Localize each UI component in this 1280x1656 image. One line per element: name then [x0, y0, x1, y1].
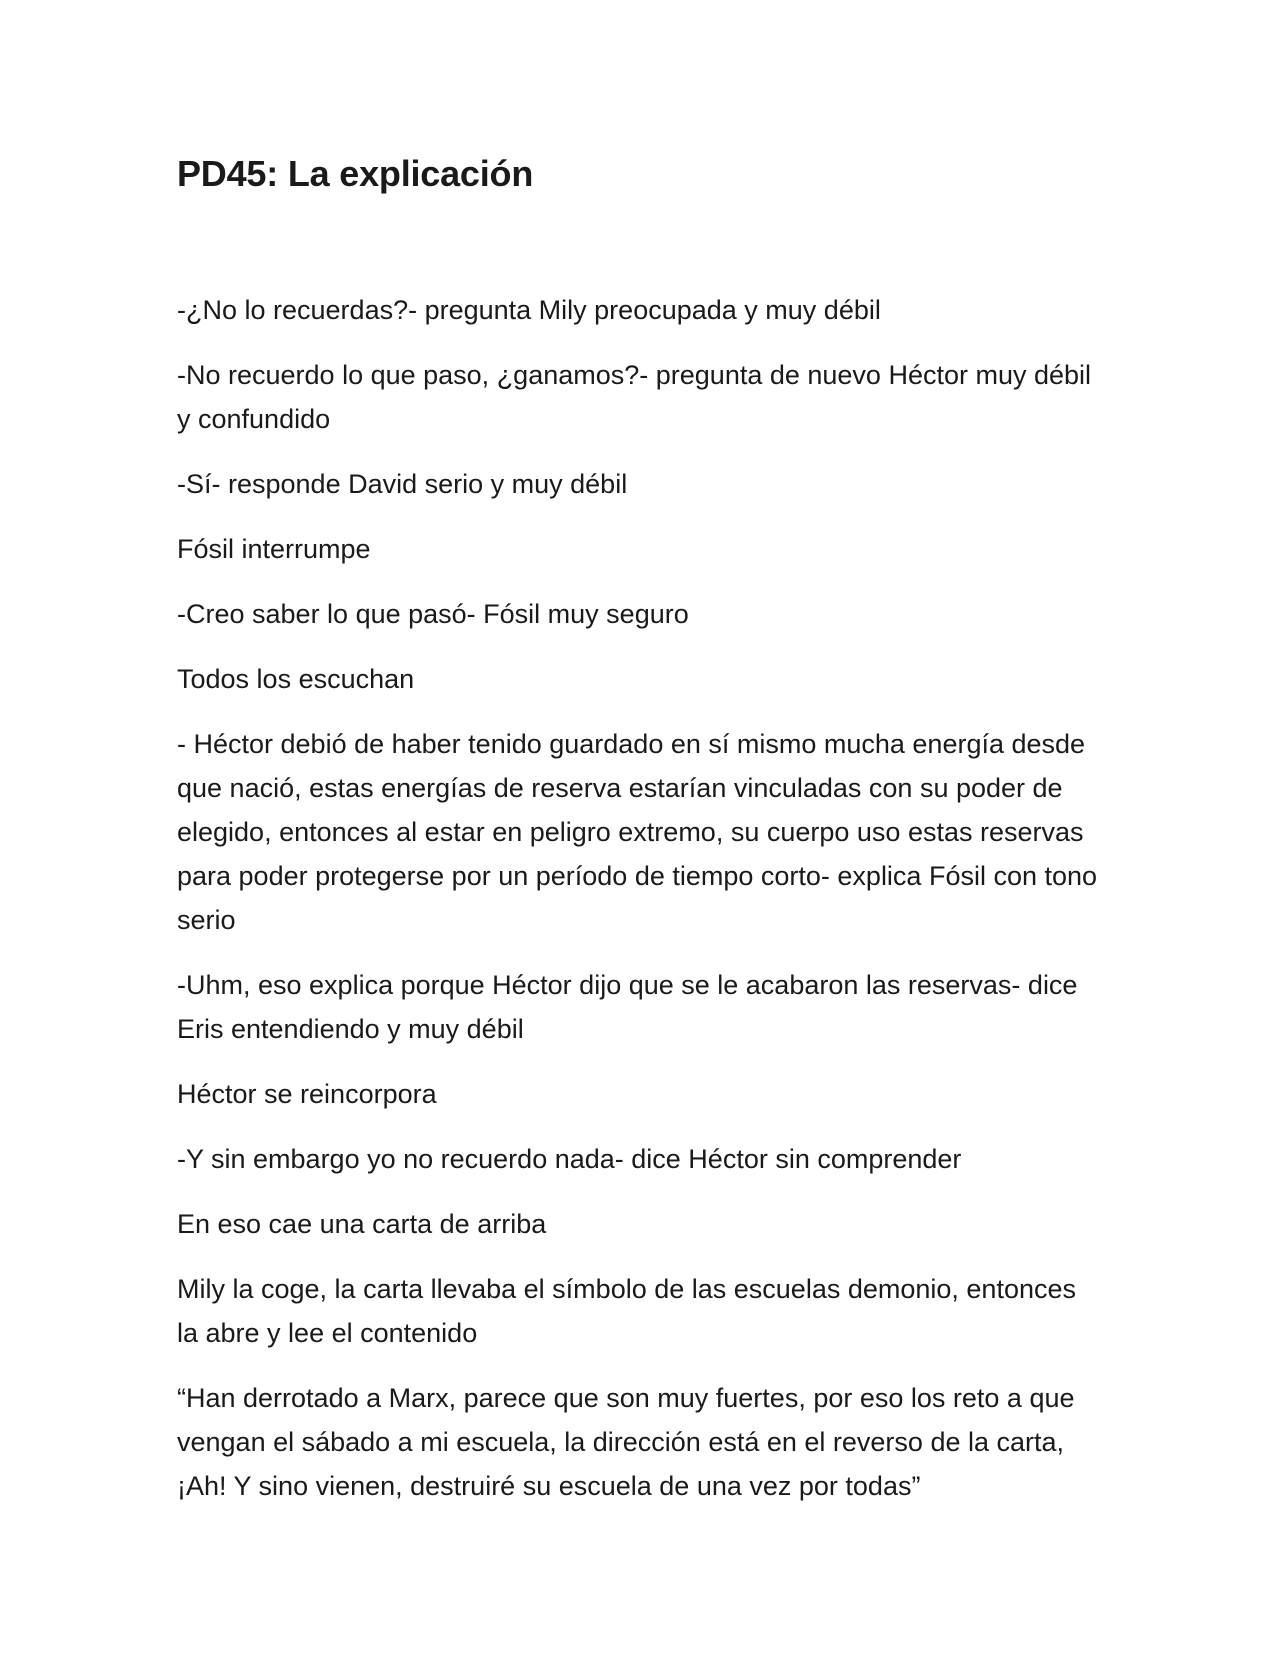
paragraph: Fósil interrumpe [177, 534, 371, 564]
page-title: PD45: La explicación [177, 153, 534, 194]
paragraph: -Uhm, eso explica porque Héctor dijo que se le acabaron las reservas- dice Eris entendiendo y muy débil [177, 970, 1078, 1044]
paragraph: En eso cae una carta de arriba [177, 1209, 547, 1239]
paragraph: “Han derrotado a Marx, parece que son muy fuertes, por eso los reto a que vengan el sábado a mi escuela, la dirección está en el reverso de la carta, ¡Ah! Y sino vienen, destruiré su escuela de una vez por todas” [177, 1383, 1075, 1501]
paragraph: Héctor se reincorpora [177, 1079, 437, 1109]
paragraph: Mily la coge, la carta llevaba el símbolo de las escuelas demonio, entonces la abre y lee el contenido [177, 1274, 1076, 1348]
paragraph: -Y sin embargo yo no recuerdo nada- dice Héctor sin comprender [177, 1144, 962, 1174]
paragraph: -Sí- responde David serio y muy débil [177, 469, 628, 499]
paragraph: -No recuerdo lo que paso, ¿ganamos?- pregunta de nuevo Héctor muy débil y confundido [177, 360, 1092, 434]
document-body [177, 288, 1100, 1508]
paragraph: -Creo saber lo que pasó- Fósil muy seguro [177, 599, 689, 629]
paragraph: - Héctor debió de haber tenido guardado en sí mismo mucha energía desde que nació, estas energías de reserva estarían vinculadas con su poder de elegido, entonces al estar en peligro extremo, su cuerpo uso estas reservas para poder protegerse por un período de tiempo corto- explica Fósil con tono serio [177, 729, 1098, 935]
paragraph: -¿No lo recuerdas?- pregunta Mily preocupada y muy débil [177, 295, 881, 325]
paragraph: Todos los escuchan [177, 664, 415, 694]
